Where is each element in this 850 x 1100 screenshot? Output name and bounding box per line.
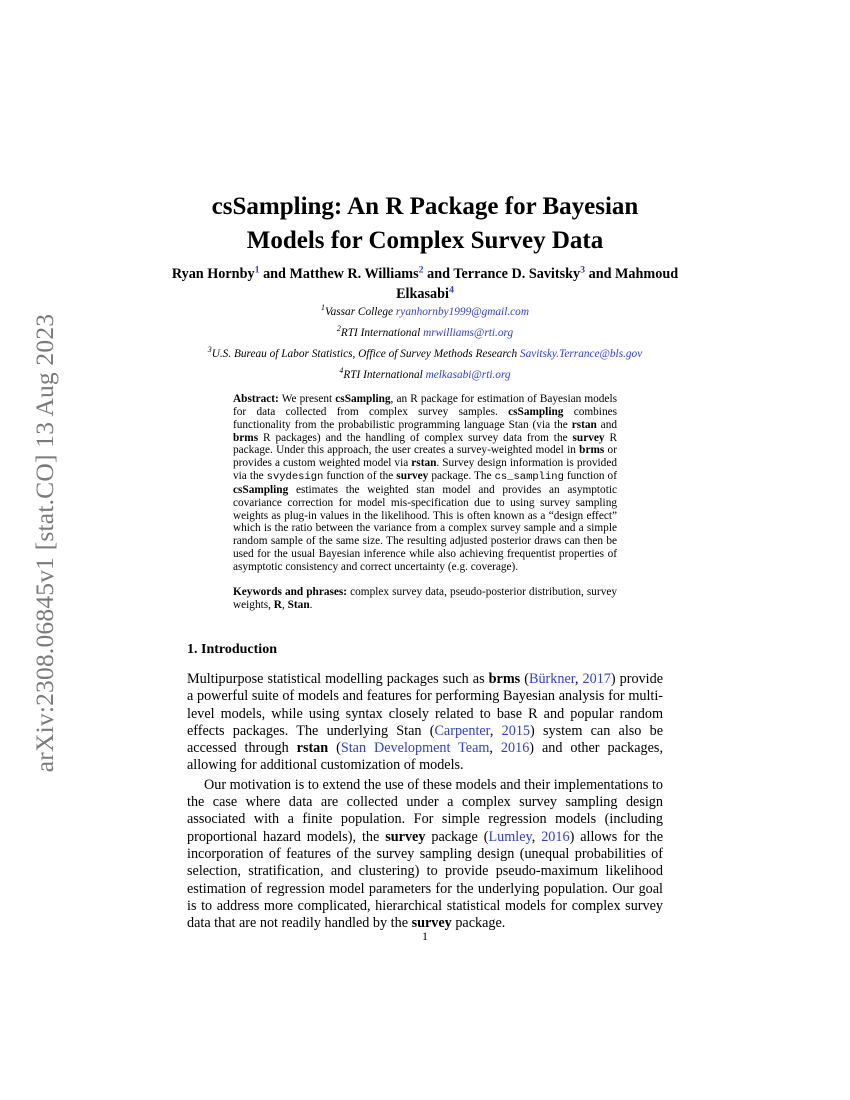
arxiv-identifier: arXiv:2308.06845v1 [stat.CO] 13 Aug 2023 bbox=[30, 313, 60, 773]
package-name: brms bbox=[233, 431, 259, 444]
email-link[interactable]: melkasabi@rti.org bbox=[425, 369, 511, 381]
body-text: package ( bbox=[425, 828, 489, 845]
title-line-2: Models for Complex Survey Data bbox=[246, 227, 604, 254]
citation-link[interactable]: Lumley bbox=[488, 828, 532, 845]
abstract-text: function of the bbox=[323, 470, 397, 483]
abstract-text: and bbox=[596, 418, 617, 431]
body-text: ( bbox=[328, 740, 341, 757]
affiliation-number: 4 bbox=[339, 366, 344, 376]
package-name: csSampling bbox=[233, 483, 289, 496]
keywords-text: complex survey data, pseudo-posterior distribution, survey weights, bbox=[233, 586, 618, 611]
package-name: survey bbox=[396, 470, 429, 483]
email-link[interactable]: mrwilliams@rti.org bbox=[423, 327, 514, 339]
body-text: Our motivation is to extend the use of these models and their implementations to the case where data are collected under a complex survey sampling design associated with a finite population. For simple regression models (including proportional hazard models), the bbox=[187, 776, 663, 845]
affiliation-3 bbox=[140, 347, 710, 362]
package-name: rstan bbox=[296, 740, 329, 757]
affiliation-2 bbox=[140, 326, 710, 341]
abstract-text: combines functionality from the probabilistic programming language Stan (via the bbox=[233, 405, 617, 431]
affiliation-org: Vassar College bbox=[324, 306, 394, 318]
package-name: csSampling bbox=[508, 405, 564, 418]
body-text: , bbox=[574, 671, 583, 687]
citation-link[interactable]: Bürkner bbox=[528, 671, 575, 687]
keyword-bold: Stan bbox=[287, 598, 310, 611]
abstract-text: estimates the weighted stan model and provides an asymptotic covariance correction for model mis-specification due to using survey sampling weights as plug-in values in the likelihood. This is often known as a “design effect” which is the ratio between the variance from a complex survey sample and a simple random sample of the same size. The resulting adjusted posterior draws can then be used for the usual Bayesian inference while also achieving frequentist properties of asymptotic consistency and correct uncertainty (e.g. coverage). bbox=[233, 483, 617, 573]
affiliation-org: RTI International bbox=[340, 327, 421, 339]
affiliation-number: 3 bbox=[207, 345, 212, 355]
abstract-text: package. The bbox=[428, 470, 495, 483]
package-name: survey bbox=[572, 431, 605, 444]
abstract-text: R package. Under this approach, the user creates a survey-weighted model in bbox=[233, 431, 618, 457]
body-text: ) provide a powerful suite of models and features for performing Bayesian analysis for multi-level models, while using syntax closely related to base R and popular random effects packages. The underlying Stan ( bbox=[187, 671, 663, 739]
keywords-text: . bbox=[309, 598, 313, 611]
abstract-text: R packages) and the handling of complex survey data from the bbox=[258, 431, 573, 444]
abstract bbox=[233, 393, 617, 574]
affiliation-4 bbox=[140, 368, 710, 383]
email-link[interactable]: Savitsky.Terrance@bls.gov bbox=[519, 348, 643, 360]
package-name: brms bbox=[579, 444, 605, 457]
affiliation-marker: 1 bbox=[254, 264, 260, 276]
keywords-label: Keywords and phrases: bbox=[233, 586, 348, 598]
package-name: brms bbox=[488, 671, 521, 687]
body-text: ) and other packages, allowing for additional customization of models. bbox=[187, 740, 663, 774]
author-name: Mahmoud Elkasabi bbox=[396, 266, 679, 302]
body-text: , bbox=[531, 828, 542, 845]
email-link[interactable]: ryanhornby1999@gmail.com bbox=[395, 306, 529, 318]
abstract-label: Abstract: bbox=[233, 393, 279, 405]
author-separator: and bbox=[259, 266, 290, 282]
body-text: Multipurpose statistical modelling packages such as bbox=[187, 671, 489, 687]
keywords bbox=[233, 586, 617, 612]
body-text: , bbox=[489, 722, 502, 739]
abstract-text: . Survey design information is provided via the bbox=[233, 457, 617, 483]
citation-link[interactable]: Carpenter bbox=[434, 722, 490, 739]
introduction-body bbox=[187, 671, 663, 932]
affiliation-1 bbox=[140, 305, 710, 320]
keyword-bold: R bbox=[273, 598, 282, 611]
paper-title bbox=[150, 190, 700, 258]
paragraph bbox=[187, 671, 663, 775]
author-name: Ryan Hornby bbox=[171, 266, 255, 282]
affiliation-marker: 4 bbox=[448, 284, 454, 296]
body-text: package. bbox=[451, 915, 506, 932]
package-name: csSampling bbox=[335, 393, 391, 405]
title-line-1: csSampling: An R Package for Bayesian bbox=[211, 193, 639, 220]
body-text: , bbox=[489, 740, 501, 757]
page-number: 1 bbox=[422, 929, 428, 943]
package-name: survey bbox=[385, 828, 426, 845]
author-separator: and bbox=[585, 266, 616, 282]
section-heading: 1. Introduction bbox=[187, 642, 277, 657]
author-list bbox=[150, 264, 700, 304]
abstract-text: function of bbox=[563, 470, 617, 483]
citation-year-link[interactable]: 2015 bbox=[501, 722, 530, 739]
citation-link[interactable]: Stan Development Team bbox=[340, 740, 490, 757]
package-name: rstan bbox=[411, 457, 437, 470]
package-name: survey bbox=[411, 915, 452, 932]
affiliation-org: RTI International bbox=[343, 369, 423, 381]
abstract-text: We present bbox=[278, 393, 336, 405]
citation-year-link[interactable]: 2016 bbox=[541, 828, 570, 845]
affiliation-number: 1 bbox=[321, 303, 325, 313]
affiliation-marker: 2 bbox=[418, 264, 424, 276]
package-name: rstan bbox=[571, 418, 597, 431]
abstract-text: or provides a custom weighted model via bbox=[233, 444, 617, 470]
code-function: cs_sampling bbox=[494, 471, 564, 484]
arxiv-sidebar-stamp bbox=[16, 283, 74, 803]
body-text: ) allows for the incorporation of features of the survey sampling design (unequal probabilities of selection, stratification, and clustering) to provide pseudo-maximum likelihood estimation of regression model parameters for the underlying population. Our goal is to address more complicated, hierarchical statistical models for complex survey data that are not readily handled by the bbox=[187, 828, 663, 932]
citation-year-link[interactable]: 2017 bbox=[582, 671, 611, 687]
author-name: Matthew R. Williams bbox=[289, 266, 419, 282]
author-name: Terrance D. Savitsky bbox=[453, 266, 581, 282]
affiliation-number: 2 bbox=[336, 324, 341, 334]
affiliation-marker: 3 bbox=[580, 264, 586, 276]
author-separator: and bbox=[423, 266, 454, 282]
body-text: ) system can also be accessed through bbox=[187, 722, 663, 757]
paragraph bbox=[187, 777, 663, 933]
body-text: ( bbox=[520, 671, 529, 687]
keywords-text: , bbox=[281, 598, 288, 611]
citation-year-link[interactable]: 2016 bbox=[500, 740, 530, 757]
abstract-text: , an R package for estimation of Bayesian models for data collected from complex survey samples. bbox=[233, 393, 617, 418]
code-function: svydesign bbox=[266, 471, 324, 484]
affiliation-org: U.S. Bureau of Labor Statistics, Office of Survey Methods Research bbox=[211, 348, 518, 360]
